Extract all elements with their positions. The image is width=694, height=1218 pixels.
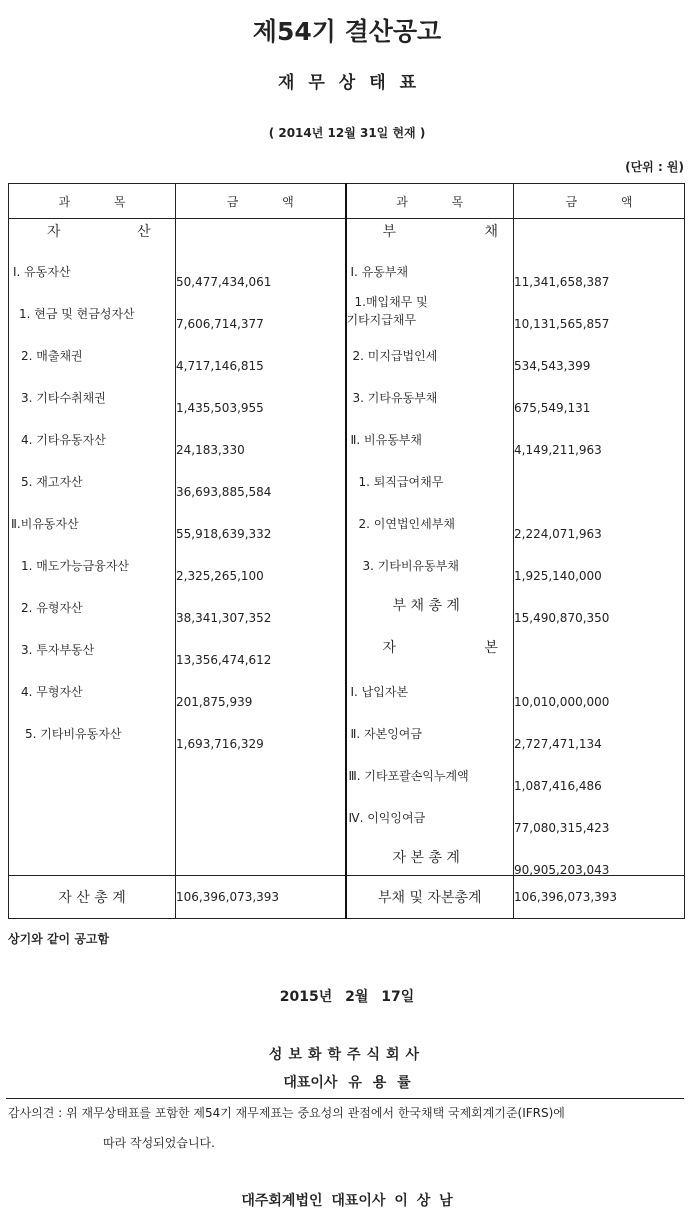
asset-label: 5. 기타비유동자산: [25, 727, 122, 741]
assets-section-heading: 자 산: [47, 224, 187, 240]
assets-amount-cell: [176, 219, 346, 876]
header-amount-right: 금 액: [514, 184, 685, 219]
ceo-name: 대표이사 유 용 률: [283, 1075, 411, 1091]
liability-label: 2. 미지급법인세: [352, 349, 438, 363]
asset-label: 1. 매도가능금융자산: [21, 559, 130, 573]
announcement-note: 상기와 같이 공고함: [8, 932, 110, 946]
audit-opinion-line1: 감사의견 : 위 재무상태표를 포함한 제54기 재무제표는 중요성의 관점에서 한국채택 국제회계기준(IFRS)에: [8, 1106, 565, 1120]
announcement-date: 2015년 2월 17일: [279, 989, 415, 1005]
liability-label: 1. 퇴직급여채무: [358, 475, 444, 489]
equity-label: Ⅱ. 자본잉여금: [350, 727, 422, 741]
liab-equity-total-amount: 106,396,073,393: [514, 876, 685, 919]
asset-label: Ⅰ. 유동자산: [13, 265, 71, 279]
auditor-signature: 대주회계법인 대표이사 이 상 남: [241, 1193, 453, 1209]
asset-amount: 4,717,146,815: [176, 359, 264, 373]
header-account-left: 과 목: [9, 184, 176, 219]
table-header-row: [9, 184, 685, 219]
asset-amount: 1,693,716,329: [176, 737, 264, 751]
equity-label: Ⅰ. 납입자본: [350, 685, 409, 699]
equity-label: Ⅲ. 기타포괄손익누계액: [348, 769, 469, 783]
asset-amount: 55,918,639,332: [176, 527, 272, 541]
liability-label: 2. 이연법인세부채: [358, 517, 455, 531]
asset-label: 1. 현금 및 현금성자산: [19, 307, 135, 321]
unit-label: (단위 : 원): [625, 160, 684, 174]
assets-total-amount: 106,396,073,393: [176, 876, 346, 919]
asset-amount: 2,325,265,100: [176, 569, 264, 583]
asset-label: 3. 기타수취채권: [21, 391, 106, 405]
liability-label: Ⅰ. 유동부채: [350, 265, 409, 279]
liabilities-section-heading: 부 채: [382, 224, 540, 240]
asset-amount: 36,693,885,584: [176, 485, 272, 499]
liability-amount: 4,149,211,963: [514, 443, 602, 457]
asset-amount: 13,356,474,612: [176, 653, 272, 667]
equity-amount: 2,727,471,134: [514, 737, 602, 751]
asset-amount: 50,477,434,061: [176, 275, 272, 289]
asset-amount: 1,435,503,955: [176, 401, 264, 415]
asset-label: 5. 재고자산: [21, 475, 83, 489]
equity-amount: 10,010,000,000: [514, 695, 610, 709]
liabilities-total-amount: 15,490,870,350: [514, 611, 610, 625]
liability-label: 3. 기타유동부채: [352, 391, 438, 405]
asset-label: 4. 기타유동자산: [21, 433, 106, 447]
liab-equity-total-label: 부채 및 자본총계: [346, 876, 514, 919]
header-account-right: 과 목: [346, 184, 514, 219]
balance-sheet-table: [8, 183, 685, 919]
liability-label-cont: 기타지급채무: [346, 313, 417, 327]
asset-amount: 201,875,939: [176, 695, 253, 709]
equity-section-heading: 자 본: [382, 640, 540, 656]
equity-label: Ⅳ. 이익잉여금: [348, 811, 426, 825]
liability-amount: 11,341,658,387: [514, 275, 610, 289]
asset-label: 2. 매출채권: [21, 349, 83, 363]
liability-amount: 534,543,399: [514, 359, 591, 373]
header-amount-left: 금 액: [176, 184, 346, 219]
table-total-row: [9, 876, 685, 919]
asset-label: 2. 유형자산: [21, 601, 83, 615]
equity-total-label: 자 본 총 계: [392, 850, 460, 866]
page-title: 제54기 결산공고: [252, 17, 442, 46]
divider: [6, 1098, 684, 1099]
assets-label-cell: [9, 219, 187, 876]
liability-amount: 1,925,140,000: [514, 569, 602, 583]
liabilities-total-label: 부 채 총 계: [392, 598, 460, 614]
liability-amount: 2,224,071,963: [514, 527, 602, 541]
liability-label: 1.매입채무 및: [354, 295, 428, 309]
company-name: 성보화학주식회사: [268, 1047, 426, 1063]
liability-label: Ⅱ. 비유동부채: [350, 433, 422, 447]
statement-title: 재무상태표: [277, 73, 431, 93]
as-of-date: ( 2014년 12월 31일 현재 ): [268, 126, 426, 140]
audit-opinion-line2: 따라 작성되었습니다.: [103, 1136, 215, 1150]
asset-label: 4. 무형자산: [21, 685, 83, 699]
liability-label: 3. 기타비유동부채: [362, 559, 459, 573]
liab-equity-amount-cell: [514, 219, 685, 876]
asset-label: Ⅱ.비유동자산: [11, 517, 79, 531]
equity-amount: 1,087,416,486: [514, 779, 602, 793]
asset-amount: 38,341,307,352: [176, 611, 272, 625]
assets-total-label: 자 산 총 계: [9, 876, 176, 919]
liability-amount: 675,549,131: [514, 401, 591, 415]
asset-amount: 7,606,714,377: [176, 317, 264, 331]
table-body-row: [9, 219, 685, 876]
equity-total-amount: 90,905,203,043: [514, 863, 610, 877]
asset-label: 3. 투자부동산: [21, 643, 95, 657]
liability-amount: 10,131,565,857: [514, 317, 610, 331]
asset-amount: 24,183,330: [176, 443, 245, 457]
liab-equity-label-cell: [346, 219, 540, 876]
equity-amount: 77,080,315,423: [514, 821, 610, 835]
